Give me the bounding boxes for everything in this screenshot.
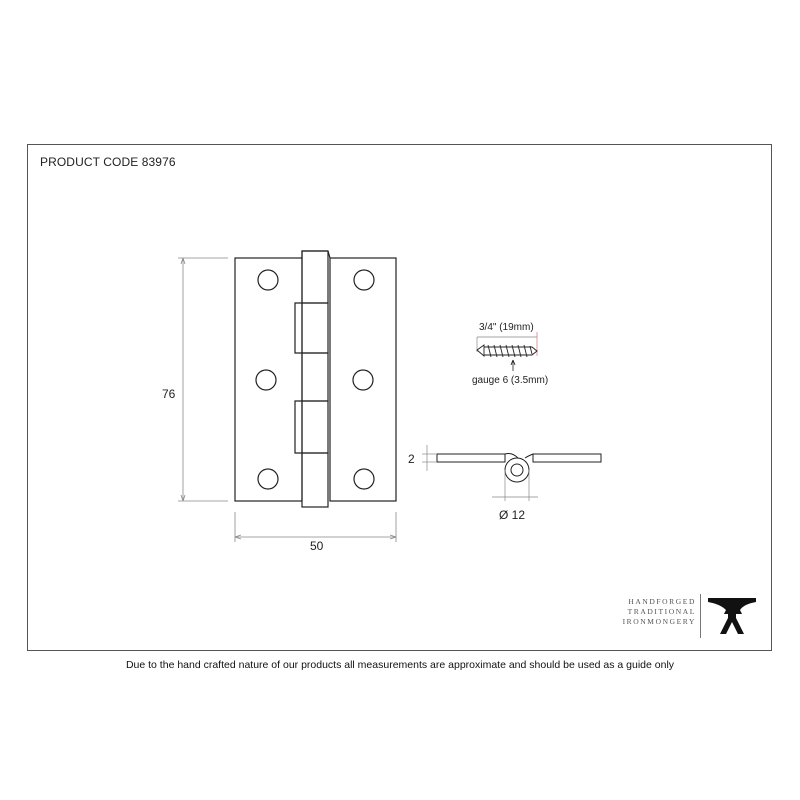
screw-length-label: 3/4" (19mm) bbox=[479, 322, 534, 333]
thickness-dimension bbox=[422, 445, 437, 471]
hinge-knuckle bbox=[302, 453, 328, 507]
screw-hole bbox=[258, 270, 278, 290]
screw-hole bbox=[258, 469, 278, 489]
logo-line: HANDFORGED bbox=[628, 597, 696, 606]
hinge-left-leaf bbox=[235, 258, 302, 501]
screw-hole bbox=[354, 469, 374, 489]
screw-hole bbox=[353, 370, 373, 390]
hinge-knuckle bbox=[302, 303, 328, 353]
hinge-knuckle bbox=[302, 251, 328, 303]
diameter-dimension bbox=[492, 470, 538, 501]
logo-line: IRONMONGERY bbox=[622, 617, 696, 626]
screw-hole bbox=[256, 370, 276, 390]
screw-gauge-label: gauge 6 (3.5mm) bbox=[472, 375, 549, 386]
height-dimension bbox=[178, 258, 228, 501]
logo-text bbox=[620, 597, 696, 627]
disclaimer-text: Due to the hand crafted nature of our products all measurements are approximate and should be used as a guide only bbox=[125, 659, 675, 671]
product-code: PRODUCT CODE 83976 bbox=[40, 155, 176, 169]
width-label: 50 bbox=[310, 539, 324, 553]
width-dimension bbox=[235, 512, 396, 542]
height-label: 76 bbox=[162, 387, 176, 401]
anvil-icon bbox=[706, 594, 758, 638]
hinge-front-view bbox=[235, 251, 396, 507]
hinge-right-leaf bbox=[330, 258, 396, 501]
thickness-label: 2 bbox=[408, 452, 415, 466]
screw-hole bbox=[354, 270, 374, 290]
hinge-knuckle bbox=[302, 353, 328, 401]
screw-diagram bbox=[477, 332, 537, 371]
logo-line: TRADITIONAL bbox=[627, 607, 696, 616]
knuckle-outer bbox=[505, 458, 529, 482]
side-leaf-right bbox=[533, 454, 601, 462]
hinge-knuckle bbox=[302, 401, 328, 453]
diameter-label: Ø 12 bbox=[499, 508, 526, 522]
side-leaf-left bbox=[437, 454, 505, 462]
hinge-side-view bbox=[437, 454, 601, 483]
knuckle-pin bbox=[511, 464, 523, 476]
logo-divider bbox=[700, 594, 701, 638]
brand-logo bbox=[620, 594, 760, 640]
